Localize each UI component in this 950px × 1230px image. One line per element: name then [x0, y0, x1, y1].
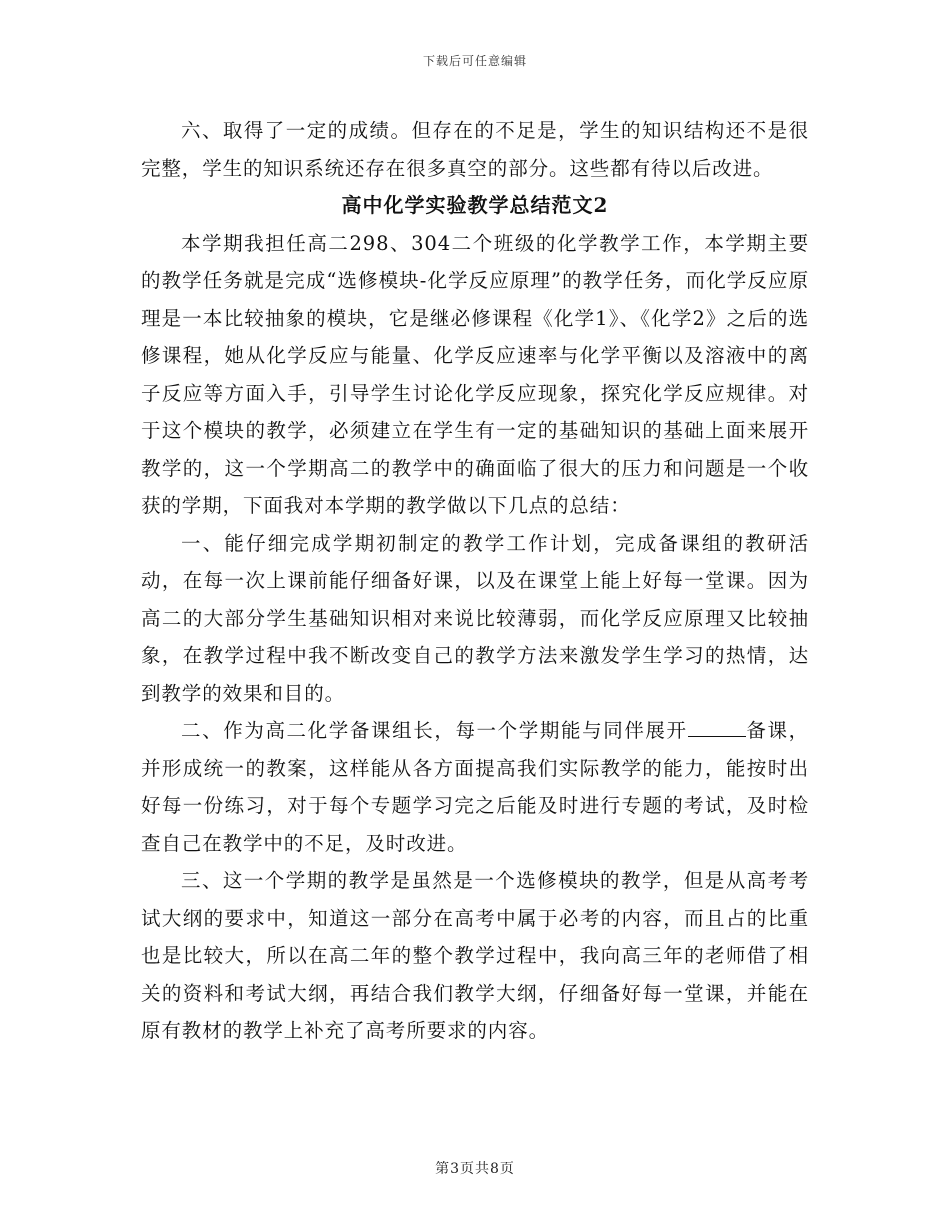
paragraph-3 [141, 712, 809, 862]
document-body [141, 112, 809, 1050]
paragraph-1: 本学期我担任高二298、304二个班级的化学教学工作，本学期主要的教学任务就是完成“选修模块-化学反应原理”的教学任务，而化学反应原理是一本比较抽象的模块，它是继必修课程《化学1》、《化学2》之后的选修课程，她从化学反应与能量、化学反应速率与化学平衡以及溶液中的离子反应等方面入手，引导学生讨论化学反应现象，探究化学反应规律。对于这个模块的教学，必须建立在学生有一定的基础知识的基础上面来展开教学的，这一个学期高二的教学中的确面临了很大的压力和问题是一个收获的学期，下面我对本学期的教学做以下几点的总结： [141, 231, 809, 517]
page-header: 下载后可任意编辑 [422, 54, 527, 68]
paragraph-4: 三、这一个学期的教学是虽然是一个选修模块的教学，但是从高考考试大纲的要求中，知道这一部分在高考中属于必考的内容，而且占的比重也是比较大，所以在高二年的整个教学过程中，我向高三年的老师借了相关的资料和考试大纲，再结合我们教学大纲，仔细备好每一堂课，并能在原有教材的教学上补充了高考所要求的内容。 [141, 869, 809, 1042]
paragraph-3-part-b: 备课，并形成统一的教案，这样能从各方面提高我们实际教学的能力，能按时出好每一份练习，对于每个专题学习完之后能及时进行专题的考试，及时检查自己在教学中的不足，及时改进。 [141, 719, 809, 855]
section-title: 高中化学实验教学总结范文2 [341, 193, 609, 217]
fill-in-blank [688, 718, 746, 737]
paragraph-3-part-a: 二、作为高二化学备课组长，每一个学期能与同伴展开 [181, 719, 688, 742]
paragraph-2: 一、能仔细完成学期初制定的教学工作计划，完成备课组的教研活动，在每一次上课前能仔细备好课，以及在课堂上能上好每一堂课。因为高二的大部分学生基础知识相对来说比较薄弱，而化学反应原理又比较抽象，在教学过程中我不断改变自己的教学方法来激发学生学习的热情，达到教学的效果和目的。 [141, 531, 809, 705]
paragraph-intro: 六、取得了一定的成绩。但存在的不足是，学生的知识结构还不是很完整，学生的知识系统还存在很多真空的部分。这些都有待以后改进。 [141, 119, 809, 180]
page-footer: 第3页共8页 [435, 1161, 515, 1177]
